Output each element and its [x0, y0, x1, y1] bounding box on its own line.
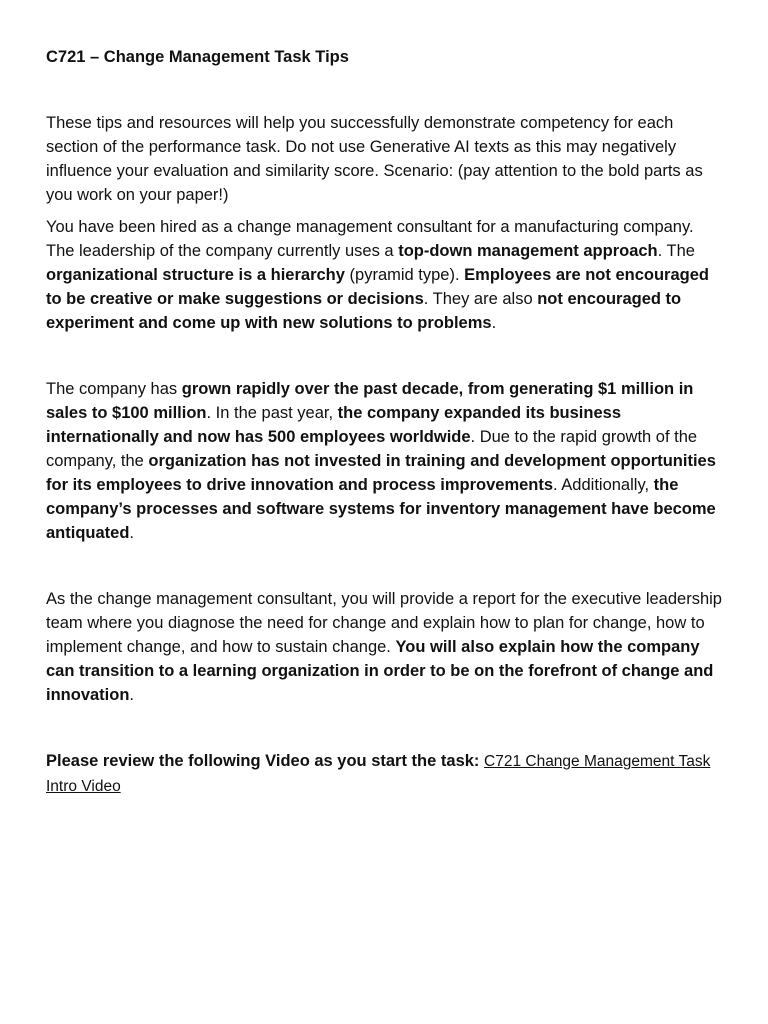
growth-bold-3: organization has not invested in training and development opportunities for its employees to drive innovation and process improvements: [46, 452, 716, 494]
video-prompt: Please review the following Video as you start the task:: [46, 752, 480, 770]
growth-bold-1: grown rapidly over the past decade, from generating $1 million in sales to $100 million: [46, 380, 694, 422]
scenario-bold-3: Employees are not encouraged to be creative or make suggestions or decisions: [46, 266, 709, 308]
growth-text-4: . Additionally,: [553, 476, 654, 494]
document-title: C721 – Change Management Task Tips: [46, 48, 349, 66]
video-paragraph: [46, 749, 722, 799]
growth-bold-4: the company’s processes and software systems for inventory management have become antiquated: [46, 476, 716, 542]
scenario-text-5: .: [491, 314, 497, 332]
scenario-paragraph: [46, 215, 722, 335]
consultant-text-2: .: [129, 686, 135, 704]
growth-text-3: . Due to the rapid growth of the company, the: [46, 428, 698, 470]
scenario-text-1: You have been hired as a change management consultant for a manufacturing company. The leadership of the company currently uses a: [46, 218, 694, 260]
scenario-bold-4: not encouraged to experiment and come up with new solutions to problems: [46, 290, 682, 332]
growth-paragraph: [46, 377, 722, 545]
scenario-text-2: . The: [657, 242, 695, 260]
growth-text-5: .: [129, 524, 135, 542]
consultant-text-1: As the change management consultant, you will provide a report for the executive leadership team where you diagnose the need for change and explain how to plan for change, how to implement change, and how to sustain change.: [46, 590, 722, 656]
intro-paragraph: These tips and resources will help you successfully demonstrate competency for each section of the performance task. Do not use Generative AI texts as this may negatively influence your evaluation and similarity score. Scenario: (pay attention to the bold parts as you work on your paper!): [46, 114, 703, 204]
consultant-bold-1: You will also explain how the company can transition to a learning organization in order to be on the forefront of change and innovation: [46, 638, 714, 704]
scenario-bold-1: top-down management approach: [398, 242, 658, 260]
video-link[interactable]: C721 Change Management Task Intro Video: [46, 753, 711, 795]
growth-text-1: The company has: [46, 380, 182, 398]
scenario-bold-2: organizational structure is a hierarchy: [46, 266, 345, 284]
consultant-paragraph: [46, 587, 722, 707]
growth-bold-2: the company expanded its business internationally and now has 500 employees worldwide: [46, 404, 621, 446]
scenario-text-4: . They are also: [423, 290, 538, 308]
growth-text-2: . In the past year,: [206, 404, 338, 422]
scenario-text-3: (pyramid type).: [344, 266, 465, 284]
